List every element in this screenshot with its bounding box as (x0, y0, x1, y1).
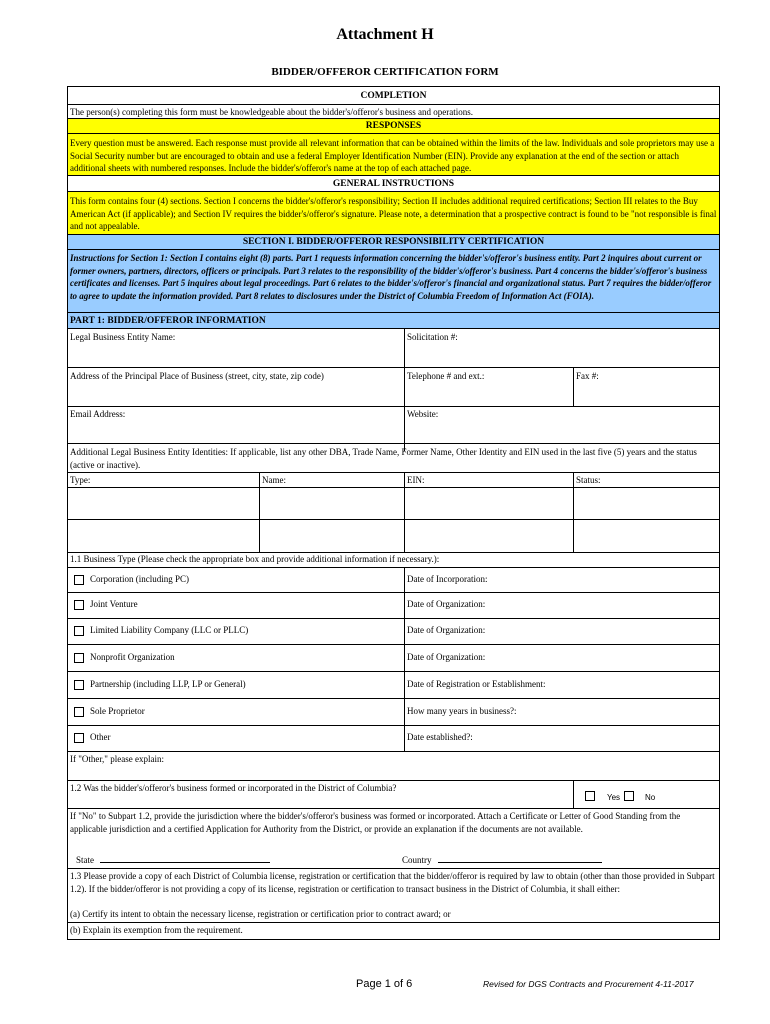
form-subtitle: BIDDER/OFFEROR CERTIFICATION FORM (271, 66, 499, 78)
business-type-date-label: Date established?: (407, 732, 473, 742)
business-type-date-label: Date of Organization: (407, 599, 486, 609)
q1-2-question: 1.2 Was the bidder's/offeror's business formed or incorporated in the District of Columbia? (70, 783, 397, 793)
col-ein-label: EIN: (407, 475, 425, 485)
page-title: Attachment H (336, 26, 434, 43)
legal-name-label: Legal Business Entity Name: (70, 332, 176, 342)
business-type-date-label: Date of Organization: (407, 625, 486, 635)
fax-label: Fax #: (576, 371, 599, 381)
state-field[interactable] (76, 853, 270, 866)
country-label: Country (402, 855, 432, 865)
certification-form (67, 86, 720, 940)
solicitation-label: Solicitation #: (407, 332, 458, 342)
business-type-checkbox[interactable] (74, 680, 84, 690)
telephone-label: Telephone # and ext.: (407, 371, 485, 381)
q1-1-question: 1.1 Business Type (Please check the appropriate box and provide additional information if necessary.): (70, 554, 440, 564)
revision-note: Revised for DGS Contracts and Procurement 4-11-2017 (483, 979, 694, 989)
yes-checkbox[interactable] (585, 791, 595, 801)
business-type-label: Partnership (including LLP, LP or General) (90, 679, 246, 689)
other-explain-label: If "Other," please explain: (70, 754, 164, 764)
part1-header: PART 1: BIDDER/OFFEROR INFORMATION (68, 313, 719, 329)
business-type-date-label: Date of Organization: (407, 652, 486, 662)
business-type-checkbox[interactable] (74, 626, 84, 636)
col-status-label: Status: (576, 475, 601, 485)
yes-label: Yes (607, 793, 621, 802)
website-label: Website: (407, 409, 439, 419)
business-type-label: Limited Liability Company (LLC or PLLC) (90, 625, 249, 635)
general-instructions-text: This form contains four (4) sections. Section I concerns the bidder's/offeror's responsibility; Section II includes additional required certifications; Section III relates to the Buy American Act (if applicable); and Section IV requires the bidder's/offeror's signature. Please note, a determination that a prospective contract is found to be "not responsible is final and not appealable. (68, 192, 719, 235)
general-instructions-header: GENERAL INSTRUCTIONS (68, 176, 719, 192)
responses-header: RESPONSES (68, 119, 719, 134)
business-type-checkbox[interactable] (74, 575, 84, 585)
business-type-checkbox[interactable] (74, 707, 84, 717)
completion-header: COMPLETION (68, 87, 719, 105)
page-number: Page 1 of 6 (356, 978, 413, 990)
business-type-label: Corporation (including PC) (90, 574, 189, 584)
email-label: Email Address: (70, 409, 126, 419)
additional-identities-label: Additional Legal Business Entity Identities: If applicable, list any other DBA, Trade Name, Former Name, Other Identity and EIN used in the last five (5) years and the status (active or inactive). (70, 447, 697, 470)
col-name-label: Name: (262, 475, 286, 485)
completion-text: The person(s) completing this form must be knowledgeable about the bidder's/offeror's business and operations. (68, 105, 719, 119)
state-label: State (76, 855, 94, 865)
business-type-label: Joint Venture (90, 599, 138, 609)
business-type-date-label: Date of Incorporation: (407, 574, 488, 584)
no-label: No (645, 793, 656, 802)
country-field[interactable] (402, 853, 602, 866)
business-type-date-label: Date of Registration or Establishment: (407, 679, 546, 689)
business-type-date-label: How many years in business?: (407, 706, 517, 716)
responses-text: Every question must be answered. Each response must provide all relevant information that can be obtained within the limits of the law. Individuals and sole proprietors may use a Social Security number but are encouraged to obtain and use a federal Employer Identification Number (EIN). Provide any explanation at the end of the section or attach additional sheets with numbered responses. Include the bidder's/offeror's name at the top of each attached page. (68, 134, 719, 176)
q1-3-option-a: (a) Certify its intent to obtain the necessary license, registration or certification prior to contract award; or (70, 909, 451, 919)
q1-3-option-b: (b) Explain its exemption from the requirement. (70, 925, 243, 935)
col-type-label: Type: (70, 475, 91, 485)
business-type-label: Other (90, 732, 111, 742)
business-type-checkbox[interactable] (74, 653, 84, 663)
q1-3-text: 1.3 Please provide a copy of each District of Columbia license, registration or certification that the bidder/offeror is required by law to obtain (other than those provided in Subpart 1.2). If the bidder/offeror is not providing a copy of its license, registration or certification to transact business in the District of Columbia, it shall either: (70, 871, 715, 894)
address-label: Address of the Principal Place of Business (street, city, state, zip code) (70, 371, 324, 381)
section1-instructions: Instructions for Section 1: Section I contains eight (8) parts. Part 1 requests information concerning the bidder's/offeror's business entity. Part 2 inquires about current or former owners, partners, directors, officers or principals. Part 3 relates to the responsibility of the bidder's/offeror's business. Part 4 concerns the bidder's/offeror's business certificates and licenses. Part 5 inquires about legal proceedings. Part 6 relates to the bidder's/offeror's financial and organizational status. Part 7 requires the bidder/offeror to agree to update the information provided. Part 8 relates to disclosures under the District of Columbia Freedom of Information Act (FOIA). (68, 250, 719, 313)
section1-header: SECTION I. BIDDER/OFFEROR RESPONSIBILITY CERTIFICATION (68, 235, 719, 250)
business-type-checkbox[interactable] (74, 600, 84, 610)
business-type-checkbox[interactable] (74, 733, 84, 743)
business-type-label: Nonprofit Organization (90, 652, 175, 662)
no-checkbox[interactable] (624, 791, 634, 801)
business-type-label: Sole Proprietor (90, 706, 145, 716)
q1-2-followup: If "No" to Subpart 1.2, provide the jurisdiction where the bidder's/offeror's business was formed or incorporated. Attach a Certificate or Letter of Good Standing from the applicable jurisdiction and a certified Application for Authority from the District, or provide an explanation if the documents are not available. (70, 811, 681, 834)
